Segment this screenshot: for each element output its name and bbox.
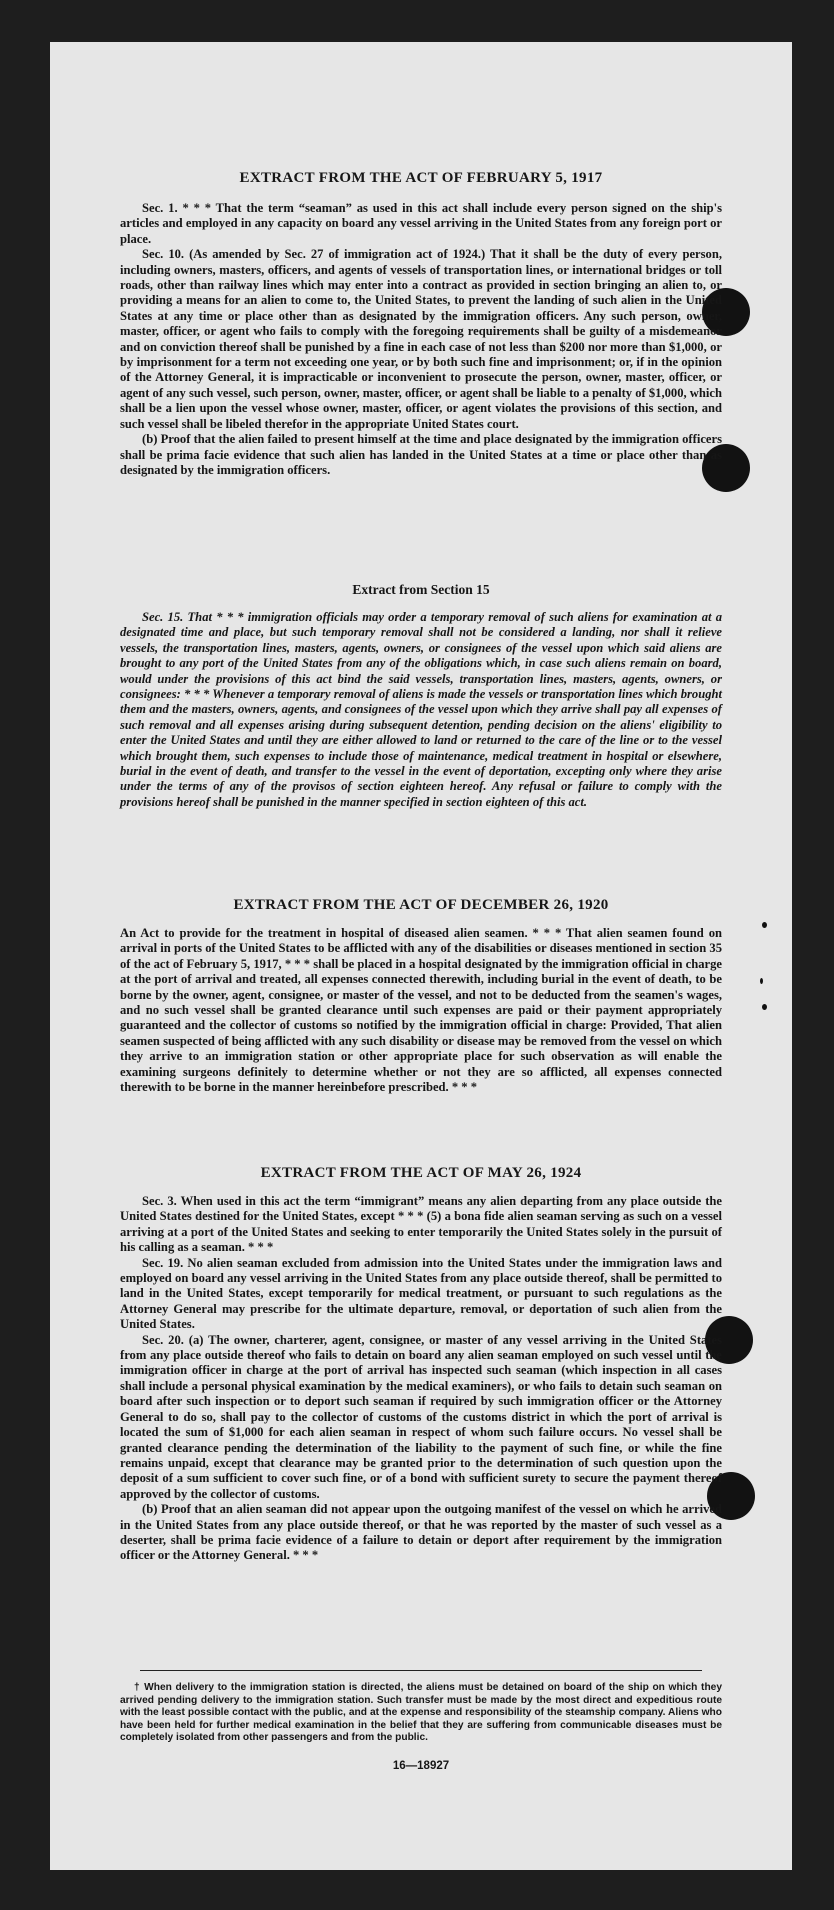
footnote xyxy=(120,1682,722,1745)
section-paragraph: Sec. 1. * * * That the term “seaman” as used in this act shall include every person signed on the ship's articles and employed in any capacity on board any vessel arriving in the United States from any foreign port or place. xyxy=(120,201,722,246)
section-15-extract xyxy=(120,582,722,810)
section-heading: Extract from Section 15 xyxy=(352,582,490,597)
section-paragraph: (b) Proof that the alien failed to present himself at the time and place designated by the immigration officers shall be prima facie evidence that such alien has landed in the United States at a time or place other than as designated by the immigration officers. xyxy=(120,432,722,477)
section-act-1920 xyxy=(120,897,722,1095)
ink-speck xyxy=(762,1004,767,1010)
section-paragraph: Sec. 15. That * * * immigration officials may order a temporary removal of such aliens for examination at a designated time and place, but such temporary removal shall not be considered a landing, nor shall it relieve vessels, the transportation lines, masters, agents, owners, or consignees of the vessel upon which said aliens are brought to any port of the United States from any of the obligations which, in case such aliens remain on board, would under the provisions of this act bind the said vessels, transportation lines, masters, agents, owners, or consignees: * * * Whenever a temporary removal of aliens is made the vessels or transportation lines which brought them and the masters, owners, agents, and consignees of the vessel upon which they arrive shall pay all expenses of such removal and all expenses arising during subsequent detention, pending decision on the aliens' eligibility to enter the United States and until they are either allowed to land or returned to the care of the line or to the vessel which brought them, such expenses to include those of maintenance, medical treatment in hospital or elsewhere, burial in the event of death, and transfer to the vessel in the event of deportation, excepting only where they arise under the terms of any of the provisos of section eighteen hereof. Any refusal or failure to comply with the provisions hereof shall be punished in the manner specified in section eighteen of this act. xyxy=(120,610,722,809)
section-paragraph: Sec. 19. No alien seaman excluded from admission into the United States under the immigration laws and employed on board any vessel arriving in the United States from any place outside thereof, shall be permitted to land in the United States, except temporarily for medical treatment, or pursuant to such regulations as the Attorney General may prescribe for the ultimate departure, removal, or deportation of such alien from the United States. xyxy=(120,1255,722,1332)
section-act-1917 xyxy=(120,170,722,478)
section-paragraph: Sec. 3. When used in this act the term “immigrant” means any alien departing from any place outside the United States destined for the United States, except * * * (5) a bona fide alien seaman serving as such on a vessel arriving at a port of the United States and seeking to enter temporarily the United States solely in the pursuit of his calling as a seaman. * * * xyxy=(120,1194,722,1255)
section-heading: EXTRACT FROM THE ACT OF FEBRUARY 5, 1917 xyxy=(239,170,603,186)
document-page xyxy=(50,42,792,1870)
section-paragraph: An Act to provide for the treatment in hospital of diseased alien seamen. * * * That alien seamen found on arrival in ports of the United States to be afflicted with any of the disabilities or diseases mentioned in section 35 of the act of February 5, 1917, * * * shall be placed in a hospital designated by the immigration official in charge at the port of arrival and treated, all expenses connected therewith, including burial in the event of death, to be borne by the owner, agent, consignee, or master of the vessel, and not to be deducted from the seamen's wages, and no such vessel shall be granted clearance until such expenses are paid or their payment appropriately guaranteed and the collector of customs so notified by the immigration official in charge: Provided, That alien seamen suspected of being afflicted with any such disability or disease may be removed from the vessel on which they arrive to an immigration station or other appropriate place for such observation as will enable the examining surgeons definitely to determine whether or not they are so afflicted, all expenses connected therewith to be borne in the manner hereinbefore prescribed. * * * xyxy=(120,926,722,1095)
ink-speck xyxy=(762,922,767,928)
section-heading: EXTRACT FROM THE ACT OF MAY 26, 1924 xyxy=(260,1165,582,1181)
footnote-divider xyxy=(140,1670,702,1671)
section-heading: EXTRACT FROM THE ACT OF DECEMBER 26, 1920 xyxy=(233,897,609,913)
section-act-1924 xyxy=(120,1165,722,1564)
ink-speck xyxy=(760,978,763,984)
footnote-text: † When delivery to the immigration station is directed, the aliens must be detained on board of the ship on which they arrived pending delivery to the immigration station. Such transfer must be made by the most direct and expeditious route with the least possible contact with the public, and at the expense and responsibility of the steamship company. Aliens who have been held for further medical examination in the belief that they are suffering from communicable diseases must be completely isolated from other passengers and from the public. xyxy=(120,1682,722,1744)
section-paragraph: (b) Proof that an alien seaman did not appear upon the outgoing manifest of the vessel on which he arrived in the United States from any place outside thereof, or that he was reported by the master of such vessel as a deserter, shall be prima facie evidence of a failure to detain or deport after requirement by the immigration officer or the Attorney General. * * * xyxy=(120,1502,722,1563)
page-number: 16—18927 xyxy=(392,1760,450,1772)
section-paragraph: Sec. 20. (a) The owner, charterer, agent, consignee, or master of any vessel arriving in the United States from any place outside thereof who fails to detain on board any alien seaman employed on such vessel until the immigration officer in charge at the port of arrival has inspected such seaman (which inspection in all cases shall include a personal physical examination by the medical examiners), or who fails to detain such seaman on board after such inspection or to deport such seaman if required by such immigration officer or the Attorney General to do so, shall pay to the collector of customs of the customs district in which the port of arrival is located the sum of $1,000 for each alien seaman in respect of whom such failure occurs. No vessel shall be granted clearance pending the determination of the liability to the payment of such fine, or while the fine remains unpaid, except that clearance may be granted prior to the determination of such question upon the deposit of a sum sufficient to cover such fine, or of a bond with sufficient surety to secure the payment thereof approved by the collector of customs. xyxy=(120,1332,722,1501)
section-paragraph: Sec. 10. (As amended by Sec. 27 of immigration act of 1924.) That it shall be the duty of every person, including owners, masters, officers, and agents of vessels of transportation lines, or international bridges or toll roads, other than railway lines which may enter into a contract as provided in section bringing an alien to, or providing a means for an alien to come to, the United States, to prevent the landing of such alien in the United States at any time or place other than as designated by the immigration officers. Any such person, owner, master, officer, or agent who fails to comply with the foregoing requirements shall be guilty of a misdemeanor and on conviction thereof shall be punished by a fine in each case of not less than $200 nor more than $1,000, or by imprisonment for a term not exceeding one year, or by both such fine and imprisonment; or, if in the opinion of the Attorney General, it is impracticable or inconvenient to prosecute the person, owner, master, officer, or agent of any such vessel, such person, owner, master, officer, or agent shall be liable to a penalty of $1,000, which shall be a lien upon the vessel whose owner, master, officer, or agent violates the provisions of this section, and such vessel shall be libeled therefor in the appropriate United States court. xyxy=(120,247,722,431)
